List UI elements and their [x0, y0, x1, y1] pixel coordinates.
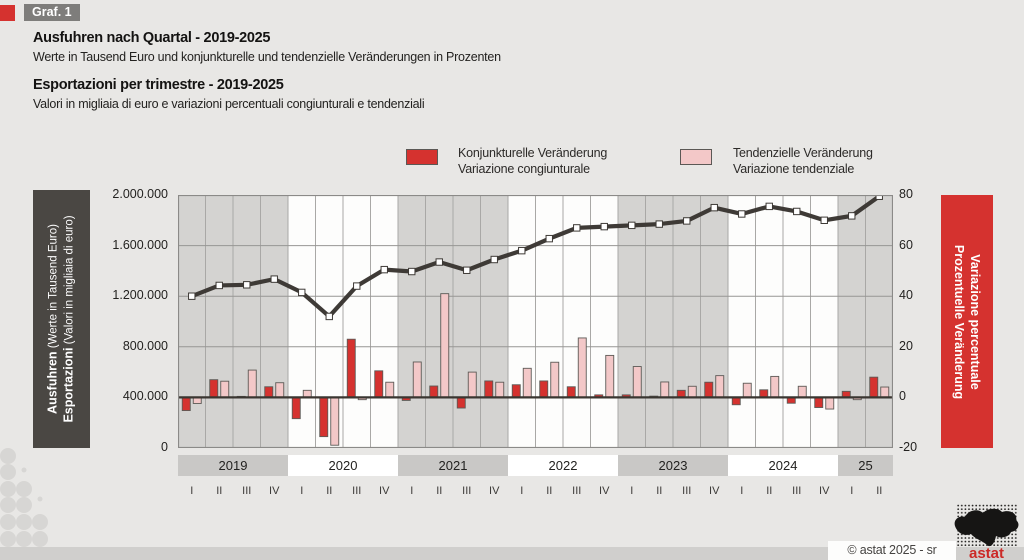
- line-marker: [519, 247, 525, 253]
- bar-konjunkturell: [182, 397, 190, 410]
- quarter-label: II: [656, 485, 663, 497]
- bar-tendenziell: [661, 382, 669, 397]
- bar-tendenziell: [688, 386, 696, 397]
- y-tick-right: -20: [899, 440, 918, 454]
- quarter-label: II: [766, 485, 773, 497]
- bar-tendenziell: [881, 387, 889, 397]
- quarter-label: III: [352, 485, 362, 497]
- y-tick-right: 40: [899, 288, 913, 303]
- y-tick-right: 80: [899, 187, 913, 201]
- bar-tendenziell: [276, 383, 284, 398]
- bar-konjunkturell: [705, 382, 713, 397]
- year-band-2024: 2024: [728, 455, 838, 476]
- quarter-label: II: [876, 485, 883, 497]
- bar-konjunkturell: [760, 390, 768, 398]
- bar-konjunkturell: [347, 339, 355, 397]
- year-band-2022: 2022: [508, 455, 618, 476]
- quarter-label: III: [792, 485, 802, 497]
- badge-accent-square: [0, 5, 15, 21]
- line-marker: [326, 313, 332, 319]
- bar-konjunkturell: [375, 371, 383, 398]
- quarter-label: I: [190, 485, 194, 497]
- quarter-label: IV: [489, 485, 500, 497]
- left-axis-title-it-rest: (Valori in migliaia di euro): [63, 215, 76, 348]
- line-marker: [794, 208, 800, 214]
- line-marker: [546, 235, 552, 241]
- bar-konjunkturell: [512, 385, 520, 398]
- line-marker: [189, 293, 195, 299]
- export-chart-plot: [178, 195, 893, 448]
- bar-tendenziell: [468, 372, 476, 397]
- copyright-text: © astat 2025 - sr: [828, 541, 956, 560]
- bar-konjunkturell: [540, 381, 548, 397]
- line-marker: [299, 289, 305, 295]
- line-marker: [244, 282, 250, 288]
- line-marker: [766, 203, 772, 209]
- graf-badge: Graf. 1: [24, 4, 80, 21]
- legend-label-tendenziell-it: Variazione tendenziale: [733, 161, 855, 176]
- quarter-label: III: [462, 485, 472, 497]
- quarter-label: IV: [819, 485, 830, 497]
- bar-konjunkturell: [320, 397, 328, 436]
- legend-label-tendenziell: [733, 146, 873, 177]
- bar-tendenziell: [826, 397, 834, 409]
- left-axis-title-de-rest: (Werte in Tausend Euro): [47, 224, 60, 352]
- bar-tendenziell: [798, 386, 806, 397]
- left-axis-title-it-bold: Esportazioni: [61, 347, 76, 423]
- bar-konjunkturell: [430, 386, 438, 397]
- bar-tendenziell: [606, 355, 614, 397]
- bar-konjunkturell: [815, 397, 823, 407]
- bar-tendenziell: [441, 294, 449, 398]
- bar-tendenziell: [771, 376, 779, 397]
- bar-konjunkturell: [870, 377, 878, 397]
- quarter-label: IV: [599, 485, 610, 497]
- year-band-2019: 2019: [178, 455, 288, 476]
- line-marker: [574, 225, 580, 231]
- y-tick-right: 20: [899, 338, 913, 353]
- quarter-label: I: [300, 485, 304, 497]
- quarter-label: III: [242, 485, 252, 497]
- bar-tendenziell: [551, 362, 559, 397]
- year-band-2020: 2020: [288, 455, 398, 476]
- bar-konjunkturell: [265, 387, 273, 398]
- quarter-label: IV: [709, 485, 720, 497]
- line-marker: [739, 211, 745, 217]
- y-tick-left: 1.600.000: [112, 237, 168, 252]
- bar-tendenziell: [331, 397, 339, 445]
- quarter-label: I: [740, 485, 744, 497]
- line-marker: [464, 267, 470, 273]
- subtitle-german: Werte in Tausend Euro und konjunkturelle und tendenzielle Veränderungen in Prozenten: [33, 50, 501, 64]
- y-tick-left: 2.000.000: [112, 187, 168, 201]
- bar-tendenziell: [386, 382, 394, 397]
- quarter-label: I: [520, 485, 524, 497]
- quarter-label: II: [216, 485, 223, 497]
- legend-label-tendenziell-de: Tendenzielle Veränderung: [733, 146, 873, 160]
- y-tick-right: 60: [899, 237, 913, 252]
- line-marker: [381, 266, 387, 272]
- quarter-label: IV: [269, 485, 280, 497]
- line-marker: [601, 223, 607, 229]
- year-band-2021: 2021: [398, 455, 508, 476]
- bar-tendenziell: [716, 376, 724, 398]
- line-marker: [629, 222, 635, 228]
- title-german: Ausfuhren nach Quartal - 2019-2025: [33, 30, 271, 46]
- quarter-label: I: [850, 485, 854, 497]
- bar-konjunkturell: [292, 397, 300, 418]
- line-marker: [409, 268, 415, 274]
- line-marker: [216, 282, 222, 288]
- line-marker: [436, 259, 442, 265]
- line-marker: [711, 204, 717, 210]
- year-band-25: 25: [838, 455, 893, 476]
- y-tick-left: 400.000: [122, 389, 168, 404]
- legend-label-konjunkturell-de: Konjunkturelle Veränderung: [458, 146, 608, 160]
- bar-tendenziell: [413, 362, 421, 397]
- y-tick-left: 800.000: [122, 338, 168, 353]
- line-marker: [684, 218, 690, 224]
- bar-tendenziell: [496, 382, 504, 397]
- quarter-label: II: [326, 485, 333, 497]
- line-marker: [656, 221, 662, 227]
- legend-label-konjunkturell-it: Variazione congiunturale: [458, 161, 590, 176]
- quarter-label: I: [630, 485, 634, 497]
- bar-konjunkturell: [210, 380, 218, 398]
- bar-tendenziell: [523, 368, 531, 397]
- bar-tendenziell: [633, 367, 641, 398]
- quarter-label: III: [572, 485, 582, 497]
- quarter-label: II: [546, 485, 553, 497]
- y-tick-left: 1.200.000: [112, 288, 168, 303]
- legend-swatch-konjunkturell: [406, 149, 438, 165]
- left-axis-title-box: [33, 190, 90, 448]
- left-axis-title: [46, 215, 78, 422]
- left-axis-title-de-bold: Ausfuhren: [45, 351, 60, 414]
- bar-tendenziell: [578, 338, 586, 397]
- y-tick-right: 0: [899, 389, 906, 404]
- bar-konjunkturell: [457, 397, 465, 408]
- astat-logo-text: astat: [969, 545, 1005, 560]
- line-marker: [491, 256, 497, 262]
- line-marker: [354, 283, 360, 289]
- bar-konjunkturell: [732, 397, 740, 404]
- astat-logo: [950, 501, 1024, 560]
- quarter-label: III: [682, 485, 692, 497]
- bar-konjunkturell: [485, 381, 493, 397]
- right-axis-title-it: Variazione percentuale: [968, 253, 982, 390]
- title-italian: Esportazioni per trimestre - 2019-2025: [33, 77, 284, 93]
- bar-konjunkturell: [567, 387, 575, 398]
- line-marker: [821, 217, 827, 223]
- right-axis-title: [951, 244, 983, 398]
- subtitle-italian: Valori in migliaia di euro e variazioni percentuali congiunturali e tendenziali: [33, 97, 425, 111]
- line-marker: [271, 276, 277, 282]
- bar-tendenziell: [248, 370, 256, 397]
- line-marker: [849, 213, 855, 219]
- year-band-2023: 2023: [618, 455, 728, 476]
- quarter-label: IV: [379, 485, 390, 497]
- bar-tendenziell: [743, 383, 751, 397]
- right-axis-title-de: Prozentuelle Veränderung: [952, 244, 966, 399]
- y-tick-left: 0: [161, 440, 168, 454]
- circles-decoration: [0, 446, 60, 560]
- right-axis-title-box: [941, 195, 993, 448]
- quarter-label: II: [436, 485, 443, 497]
- legend-swatch-tendenziell: [680, 149, 712, 165]
- legend-label-konjunkturell: [458, 146, 607, 177]
- bar-tendenziell: [221, 381, 229, 397]
- quarter-label: I: [410, 485, 414, 497]
